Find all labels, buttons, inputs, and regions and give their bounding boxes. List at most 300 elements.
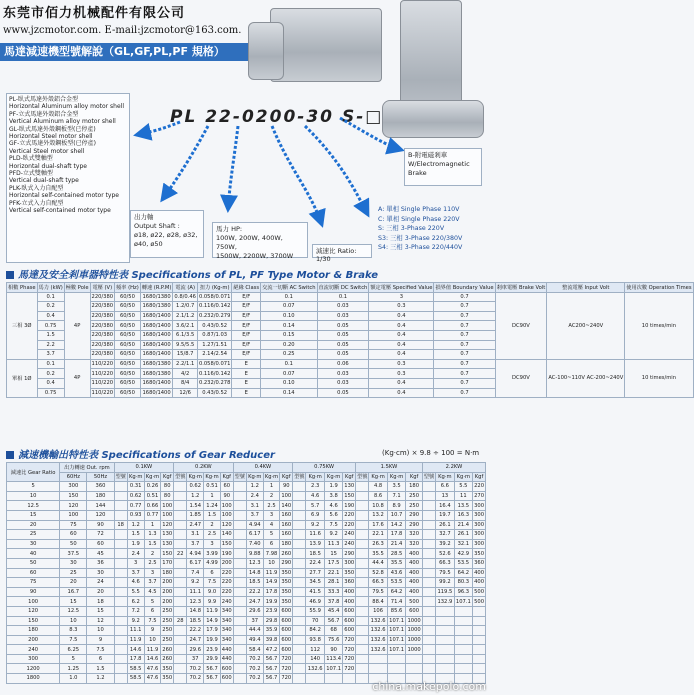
- table-header-cell: 損界值 Boundary Value: [434, 283, 495, 293]
- table-cell: 50: [7, 558, 60, 568]
- table-cell: [436, 645, 454, 655]
- table-cell: 29.8: [263, 616, 280, 626]
- table-cell: 200: [7, 635, 60, 645]
- table-cell: [422, 645, 435, 655]
- table-cell: [306, 674, 324, 684]
- table-row: [7, 616, 486, 626]
- table-cell: [422, 549, 435, 559]
- table-cell: 260: [162, 656, 173, 663]
- pole-cell: 4P: [64, 292, 90, 359]
- table-cell: [114, 510, 127, 520]
- table-cell: 350: [281, 569, 292, 576]
- table-cell: 600: [281, 646, 292, 653]
- table-cell: [233, 587, 246, 597]
- table-cell: 1.2: [187, 491, 204, 501]
- table-cell: [293, 520, 306, 530]
- table-cell: 500: [474, 598, 484, 605]
- table-cell: [473, 626, 486, 636]
- shaft-line: ø18, ø22, ø28, ø32,: [134, 231, 198, 239]
- table-cell: [174, 578, 187, 588]
- table-cell: 23.9: [263, 606, 280, 616]
- table-cell: 2: [204, 520, 221, 530]
- table-cell: 80: [161, 482, 174, 492]
- type-list-line: Vertical Aluminum alloy motor shell: [9, 118, 116, 126]
- table-header-cell: 馬力 (kW): [37, 283, 64, 293]
- table-cell: 130: [162, 541, 173, 548]
- table-cell: 0.26: [144, 482, 161, 492]
- table-cell: 15: [60, 597, 87, 607]
- table-cell: 5: [60, 654, 87, 664]
- table-cell: 0.03: [317, 369, 369, 379]
- sub-header: 型號: [174, 472, 187, 482]
- table-cell: [114, 578, 127, 588]
- table-cell: 720: [344, 636, 355, 643]
- table-cell: [356, 587, 369, 597]
- hp-line: 馬力 HP:: [216, 225, 243, 233]
- table-cell: 13.2: [369, 510, 387, 520]
- table-cell: 0.66: [144, 501, 161, 511]
- table-cell: [356, 510, 369, 520]
- table-cell: 200: [162, 598, 173, 605]
- table-cell: 720: [344, 665, 355, 672]
- sub-header: Kgf: [161, 472, 174, 482]
- table-cell: 79.5: [369, 587, 387, 597]
- table-cell: 180: [281, 541, 292, 548]
- table-row: [7, 549, 486, 559]
- table-cell: 350: [281, 598, 292, 605]
- table-cell: 35.9: [263, 626, 280, 636]
- table-row: [7, 587, 486, 597]
- table-cell: [233, 635, 246, 645]
- table-cell: 47.6: [144, 674, 161, 684]
- table-cell: [356, 635, 369, 645]
- table-cell: 220/380: [91, 341, 114, 348]
- table-cell: 140: [306, 654, 324, 664]
- table-cell: [114, 597, 127, 607]
- table-cell: [356, 654, 369, 664]
- table-cell: 600: [281, 636, 292, 643]
- ratio-box: [312, 244, 372, 263]
- table-cell: 720: [344, 646, 355, 653]
- table-cell: [406, 654, 423, 664]
- sub-header: 型號: [356, 472, 369, 482]
- table-cell: 0.7: [434, 302, 495, 312]
- table-cell: E/F: [232, 311, 261, 321]
- table-cell: 0.87/1.03: [197, 330, 231, 340]
- model-brake: S: [341, 107, 357, 127]
- table-cell: 0.4: [369, 378, 434, 388]
- table-cell: 20: [87, 587, 114, 597]
- table-cell: 144: [87, 501, 114, 511]
- sub-header: Kg·m: [436, 472, 454, 482]
- table-cell: [293, 587, 306, 597]
- table-row: [7, 482, 486, 492]
- table-cell: 3: [144, 568, 161, 578]
- table-cell: [114, 616, 127, 626]
- table-cell: 350: [162, 675, 173, 682]
- table-cell: 260: [281, 550, 292, 557]
- table-cell: [233, 568, 246, 578]
- table-cell: 40: [7, 549, 60, 559]
- table-cell: 0.07: [261, 302, 317, 312]
- sub-header: Kg·m: [264, 473, 279, 480]
- table-cell: [233, 510, 246, 520]
- table-cell: 2: [263, 491, 280, 501]
- table-cell: 120: [60, 501, 87, 511]
- table-cell: 90: [280, 482, 293, 492]
- table-cell: 300: [344, 560, 355, 567]
- table-cell: 250: [162, 636, 173, 643]
- table-cell: 24.7: [246, 597, 263, 607]
- table-cell: [356, 520, 369, 530]
- table-cell: 30: [60, 558, 87, 568]
- table-cell: 24: [87, 578, 114, 588]
- table-cell: [422, 539, 435, 549]
- table-cell: 6: [144, 606, 161, 616]
- table-row: [7, 510, 486, 520]
- table-cell: 1800: [7, 674, 60, 684]
- table-cell: 0.10: [261, 378, 317, 388]
- table-cell: 60/50: [115, 330, 141, 340]
- table-cell: 44.4: [369, 558, 387, 568]
- table-cell: 1000: [407, 617, 421, 624]
- table-cell: 1680/1380: [140, 359, 173, 369]
- type-list-line: Horizontal Steel motor shell: [9, 133, 93, 141]
- table-cell: 400: [474, 569, 484, 576]
- table-cell: 35.5: [369, 549, 387, 559]
- table-cell: 440: [221, 656, 232, 663]
- table-cell: 0.7: [434, 388, 495, 398]
- table-cell: 0.75: [37, 321, 64, 331]
- table-cell: 300: [474, 521, 484, 528]
- table-cell: 16.7: [60, 587, 87, 597]
- table-cell: [293, 635, 306, 645]
- table-cell: 60/50: [115, 311, 141, 321]
- table-cell: 20: [7, 520, 60, 530]
- horsepower-box: [212, 222, 308, 258]
- table-cell: [114, 654, 127, 664]
- type-list-line: GL-臥式馬達外殼鋼板型(已停產): [9, 125, 96, 133]
- table-cell: 0.14: [261, 388, 317, 398]
- table-cell: [293, 530, 306, 540]
- table-cell: 53.5: [454, 558, 472, 568]
- table-cell: 4.8: [369, 482, 387, 492]
- table-cell: [422, 558, 435, 568]
- table-cell: 300: [60, 482, 87, 492]
- table-cell: 100: [281, 493, 292, 500]
- table-cell: 0.51: [204, 482, 221, 492]
- table-cell: 9.2: [187, 578, 204, 588]
- table-cell: 11.9: [144, 645, 161, 655]
- table-cell: [174, 664, 187, 674]
- table-cell: 60: [7, 568, 60, 578]
- table-cell: 500: [474, 589, 484, 596]
- table-cell: 320: [406, 539, 423, 549]
- table-cell: 3.7: [127, 568, 144, 578]
- table-cell: 0.7: [434, 369, 495, 379]
- model-code: PL 22-0200-30 S-□: [170, 107, 384, 127]
- table-cell: 1.2: [246, 482, 263, 492]
- sub-header: Kg·m: [387, 472, 405, 482]
- table-cell: 290: [406, 520, 423, 530]
- table-cell: 130: [162, 531, 173, 538]
- table-cell: 1000: [407, 636, 421, 643]
- table-cell: 30: [7, 539, 60, 549]
- table-cell: [356, 664, 369, 674]
- table-cell: [293, 539, 306, 549]
- table-cell: [454, 616, 472, 626]
- section-title-text: 馬達及安全剎車器特性表 Specifications of PL, PF Type Motor & Brake: [18, 270, 379, 281]
- input-volt-cell: AC200~240V: [547, 292, 625, 359]
- table-cell: [174, 587, 187, 597]
- table-cell: 80: [161, 491, 174, 501]
- table-cell: 53.5: [387, 578, 405, 588]
- table-cell: [422, 520, 435, 530]
- table-header-cell: 電流 (A): [173, 283, 198, 293]
- table-cell: 18.5: [306, 549, 324, 559]
- table-header-cell: 直流切斷 DC Switch: [317, 283, 369, 293]
- table-header-row: [7, 463, 486, 473]
- table-cell: 17.8: [127, 654, 144, 664]
- table-cell: 29.9: [204, 654, 221, 664]
- table-cell: 26.3: [369, 539, 387, 549]
- table-cell: 45.4: [324, 606, 342, 616]
- table-cell: [356, 482, 369, 492]
- table-cell: 2.5: [263, 501, 280, 511]
- table-cell: 1680/1400: [140, 378, 173, 388]
- table-cell: 0.116/0.142: [198, 370, 231, 377]
- table-cell: 0.10: [261, 311, 317, 321]
- square-icon: [6, 451, 14, 459]
- table-cell: 11: [454, 491, 472, 501]
- table-cell: 3: [127, 558, 144, 568]
- table-cell: 5.5: [127, 587, 144, 597]
- table-cell: 0.4: [37, 311, 64, 321]
- table-cell: 180: [7, 626, 60, 636]
- phase-line: C: 單相 Single Phase 220V: [378, 215, 460, 223]
- table-cell: [114, 664, 127, 674]
- table-cell: 2.2: [37, 340, 64, 350]
- table-cell: 13.9: [306, 539, 324, 549]
- table-cell: 220: [344, 512, 355, 519]
- table-cell: 290: [281, 560, 292, 567]
- table-cell: 600: [281, 617, 292, 624]
- table-header-cell: 交流一切斷 AC Switch: [261, 283, 317, 293]
- table-cell: 300: [474, 512, 484, 519]
- table-cell: 240: [7, 645, 60, 655]
- table-cell: 1.5: [127, 530, 144, 540]
- table-cell: 18.5: [187, 616, 204, 626]
- table-cell: [174, 530, 187, 540]
- table-cell: 0.1: [261, 359, 317, 369]
- phase-box: [378, 205, 486, 253]
- table-cell: [356, 530, 369, 540]
- table-cell: 0.1: [37, 359, 64, 369]
- section-motor-brake-title: [6, 266, 486, 280]
- table-cell: E/F: [232, 292, 261, 302]
- type-list-line: Horizontal dual-shaft type: [9, 162, 87, 170]
- table-cell: 11.1: [127, 626, 144, 636]
- table-cell: [114, 549, 127, 559]
- table-cell: 70: [306, 616, 324, 626]
- table-cell: 0.232/0.279: [198, 313, 231, 320]
- table-cell: 18: [114, 520, 127, 530]
- table-cell: 2.1/1.2: [173, 311, 198, 321]
- table-cell: 260: [162, 646, 173, 653]
- sub-header: Kgf: [406, 472, 423, 482]
- table-cell: 190: [221, 550, 232, 557]
- table-cell: 34.5: [306, 578, 324, 588]
- table-cell: 120: [221, 521, 232, 528]
- table-cell: 4.5: [144, 587, 161, 597]
- model-ratio-size: 22: [205, 107, 233, 127]
- table-cell: 0.07: [261, 369, 317, 379]
- table-cell: [473, 635, 486, 645]
- table-cell: 58.5: [127, 664, 144, 674]
- table-cell: 240: [221, 598, 232, 605]
- table-header-cell: 整流電壓 Input Volt: [547, 283, 625, 293]
- brake-line: Brake: [408, 169, 427, 177]
- table-cell: 60/50: [115, 340, 141, 350]
- table-cell: [233, 558, 246, 568]
- table-cell: 113.4: [326, 656, 342, 663]
- table-cell: 56.7: [204, 674, 221, 684]
- table-cell: 37: [246, 616, 263, 626]
- table-cell: 2: [144, 549, 161, 559]
- table-cell: 9.88: [246, 549, 263, 559]
- table-cell: 100: [60, 510, 87, 520]
- table-cell: 37.8: [324, 597, 342, 607]
- table-cell: 1680/1400: [140, 388, 173, 398]
- table-cell: 10: [263, 558, 280, 568]
- table-cell: 3: [204, 539, 221, 549]
- table-cell: 64.2: [454, 568, 472, 578]
- sub-header: Kgf: [220, 472, 233, 482]
- table-cell: 1.2: [127, 520, 144, 530]
- table-cell: 3.1: [246, 501, 263, 511]
- contact-line: www.jzcmotor.com. E-mail:jzcmotor@163.com.: [3, 25, 242, 36]
- model-power: 0200: [241, 107, 298, 127]
- table-cell: 18.5: [246, 578, 263, 588]
- table-cell: 3.8: [324, 491, 342, 501]
- table-cell: 0.43/0.52: [197, 388, 231, 398]
- table-cell: [422, 491, 435, 501]
- table-cell: 60/50: [115, 292, 141, 302]
- table-cell: 16.4: [436, 501, 454, 511]
- table-cell: 8.6: [369, 491, 387, 501]
- table-cell: 55.9: [306, 606, 324, 616]
- table-cell: 500: [406, 597, 423, 607]
- table-cell: 1680/1400: [140, 330, 173, 340]
- table-cell: [454, 626, 472, 636]
- sub-header: Kg·m: [129, 473, 143, 480]
- table-cell: 200: [162, 589, 173, 596]
- table-cell: 2.3: [306, 482, 324, 492]
- table-cell: 9.2: [127, 616, 144, 626]
- table-cell: 0.05: [317, 330, 369, 340]
- table-row: [7, 292, 694, 302]
- table-cell: 3.7: [37, 350, 64, 360]
- table-cell: 3.7: [144, 578, 161, 588]
- table-cell: 340: [221, 608, 232, 615]
- table-cell: 340: [221, 636, 232, 643]
- table-cell: 0.4: [369, 388, 434, 398]
- table-cell: [114, 491, 127, 501]
- table-cell: 22: [174, 549, 187, 559]
- table-cell: 7.98: [263, 549, 280, 559]
- table-cell: 250: [406, 491, 423, 501]
- table-cell: 13.5: [454, 501, 472, 511]
- table-cell: [356, 549, 369, 559]
- table-cell: 10: [60, 616, 87, 626]
- table-cell: [369, 664, 387, 674]
- table-cell: 7.5: [87, 645, 114, 655]
- table-cell: 52.8: [369, 568, 387, 578]
- table-cell: 32.7: [436, 530, 454, 540]
- table-cell: 160: [281, 531, 292, 538]
- table-cell: 30: [87, 568, 114, 578]
- table-cell: 3.5: [387, 482, 405, 492]
- table-cell: 99.2: [436, 578, 454, 588]
- table-cell: 160: [281, 512, 292, 519]
- table-cell: 1.0: [60, 674, 87, 684]
- type-list-line: PFK-立式入力自配型: [9, 199, 64, 207]
- type-list-line: Horizontal self-contained motor type: [9, 192, 119, 200]
- table-cell: 0.06: [317, 359, 369, 369]
- table-cell: [233, 530, 246, 540]
- table-cell: 600: [344, 608, 355, 615]
- table-cell: [436, 606, 454, 616]
- brake-line: W/Electromagnetic: [408, 160, 470, 168]
- table-cell: 5.6: [324, 510, 342, 520]
- table-cell: 1.2/0.7: [173, 302, 198, 312]
- table-cell: 0.7: [434, 359, 495, 369]
- table-cell: 0.75: [37, 388, 64, 398]
- table-cell: 350: [162, 665, 173, 672]
- table-cell: [174, 520, 187, 530]
- table-cell: 0.7: [434, 330, 495, 340]
- table-cell: 60/50: [115, 359, 141, 369]
- table-cell: 6: [204, 568, 221, 578]
- table-cell: 10: [87, 626, 114, 636]
- table-cell: 0.77: [127, 501, 144, 511]
- table-row: [7, 664, 486, 674]
- table-cell: 11.1: [187, 587, 204, 597]
- table-cell: 3.1: [187, 530, 204, 540]
- table-cell: 25: [7, 530, 60, 540]
- table-cell: 7.40: [246, 539, 263, 549]
- table-cell: [174, 491, 187, 501]
- table-cell: 300: [474, 531, 484, 538]
- table-cell: 170: [162, 560, 173, 567]
- table-cell: 39.8: [263, 635, 280, 645]
- table-cell: [422, 626, 435, 636]
- table-cell: 60/50: [115, 321, 141, 331]
- table-cell: [114, 568, 127, 578]
- operation-times-cell: 10 times/min: [625, 292, 693, 359]
- table-cell: 2.5: [204, 530, 221, 540]
- table-cell: 220/380: [91, 351, 114, 358]
- table-cell: E: [232, 369, 261, 379]
- table-cell: 0.05: [317, 350, 369, 360]
- table-cell: [422, 578, 435, 588]
- table-cell: [233, 491, 246, 501]
- table-cell: 120: [162, 521, 173, 528]
- gear-reducer-table: [6, 462, 486, 684]
- table-cell: 0.03: [317, 311, 369, 321]
- sub-header: Kg·m: [188, 473, 202, 480]
- table-cell: 21.4: [387, 539, 405, 549]
